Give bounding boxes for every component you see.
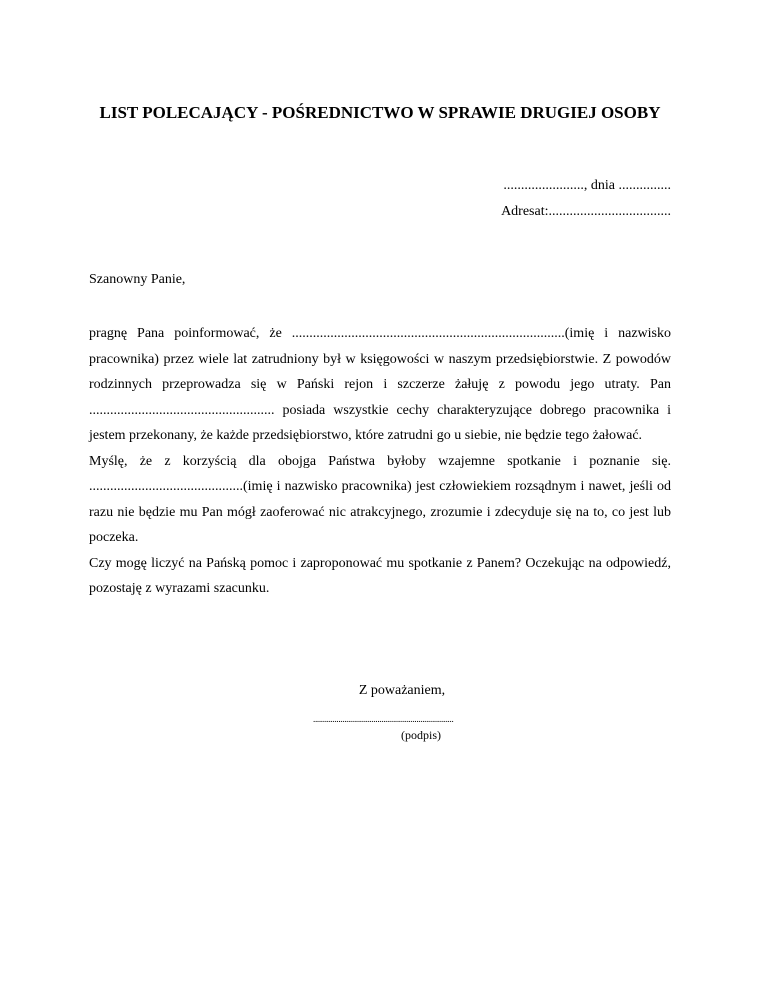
addressee-line: Adresat:................................... [501,204,671,219]
date-line: ......................., dnia ............... [503,178,671,193]
greeting: Szanowny Panie, [89,272,186,287]
closing-phrase: Z poważaniem, [358,683,446,698]
body-paragraph-3: Czy mogę liczyć na Pańską pomoc i zaproponować mu spotkanie z Panem? Oczekując na odpowiedź, pozostaję z wyrazami szacunku. [89,555,671,596]
document-title: LIST POLECAJĄCY - POŚREDNICTWO W SPRAWIE DRUGIEJ OSOBY [99,103,661,122]
body-paragraph-1: pragnę Pana poinformować, że ..............................................................................(imię i nazwisko pracownika) przez wiele lat zatrudniony był w księgowości w naszym przedsiębiorstwie. Z powodów rodzinnych przeprowadza się w Pański rejon i szczerze żałuję z powodu jego utraty. Pan ..................................................... posiada wszystkie cechy charakteryzujące dobrego pracownika i jestem przekonany, że każde przedsiębiorstwo, które zatrudni go u siebie, nie będzie tego żałować. [89,326,671,443]
signature-label: (podpis) [401,728,441,742]
body-paragraph-2: Myślę, że z korzyścią dla obojga Państwa byłoby wzajemne spotkanie i poznanie się. ............................................(imię i nazwisko pracownika) jest człowiekiem rozsądnym i nawet, jeśli od razu nie będzie mu Pan mógł zaoferować nic atrakcyjnego, zrozumie i zdecyduje się na to, co jest lub poczeka. [89,453,671,545]
signature-line: ........................................................................ [313,714,454,724]
letter-body [89,321,671,602]
